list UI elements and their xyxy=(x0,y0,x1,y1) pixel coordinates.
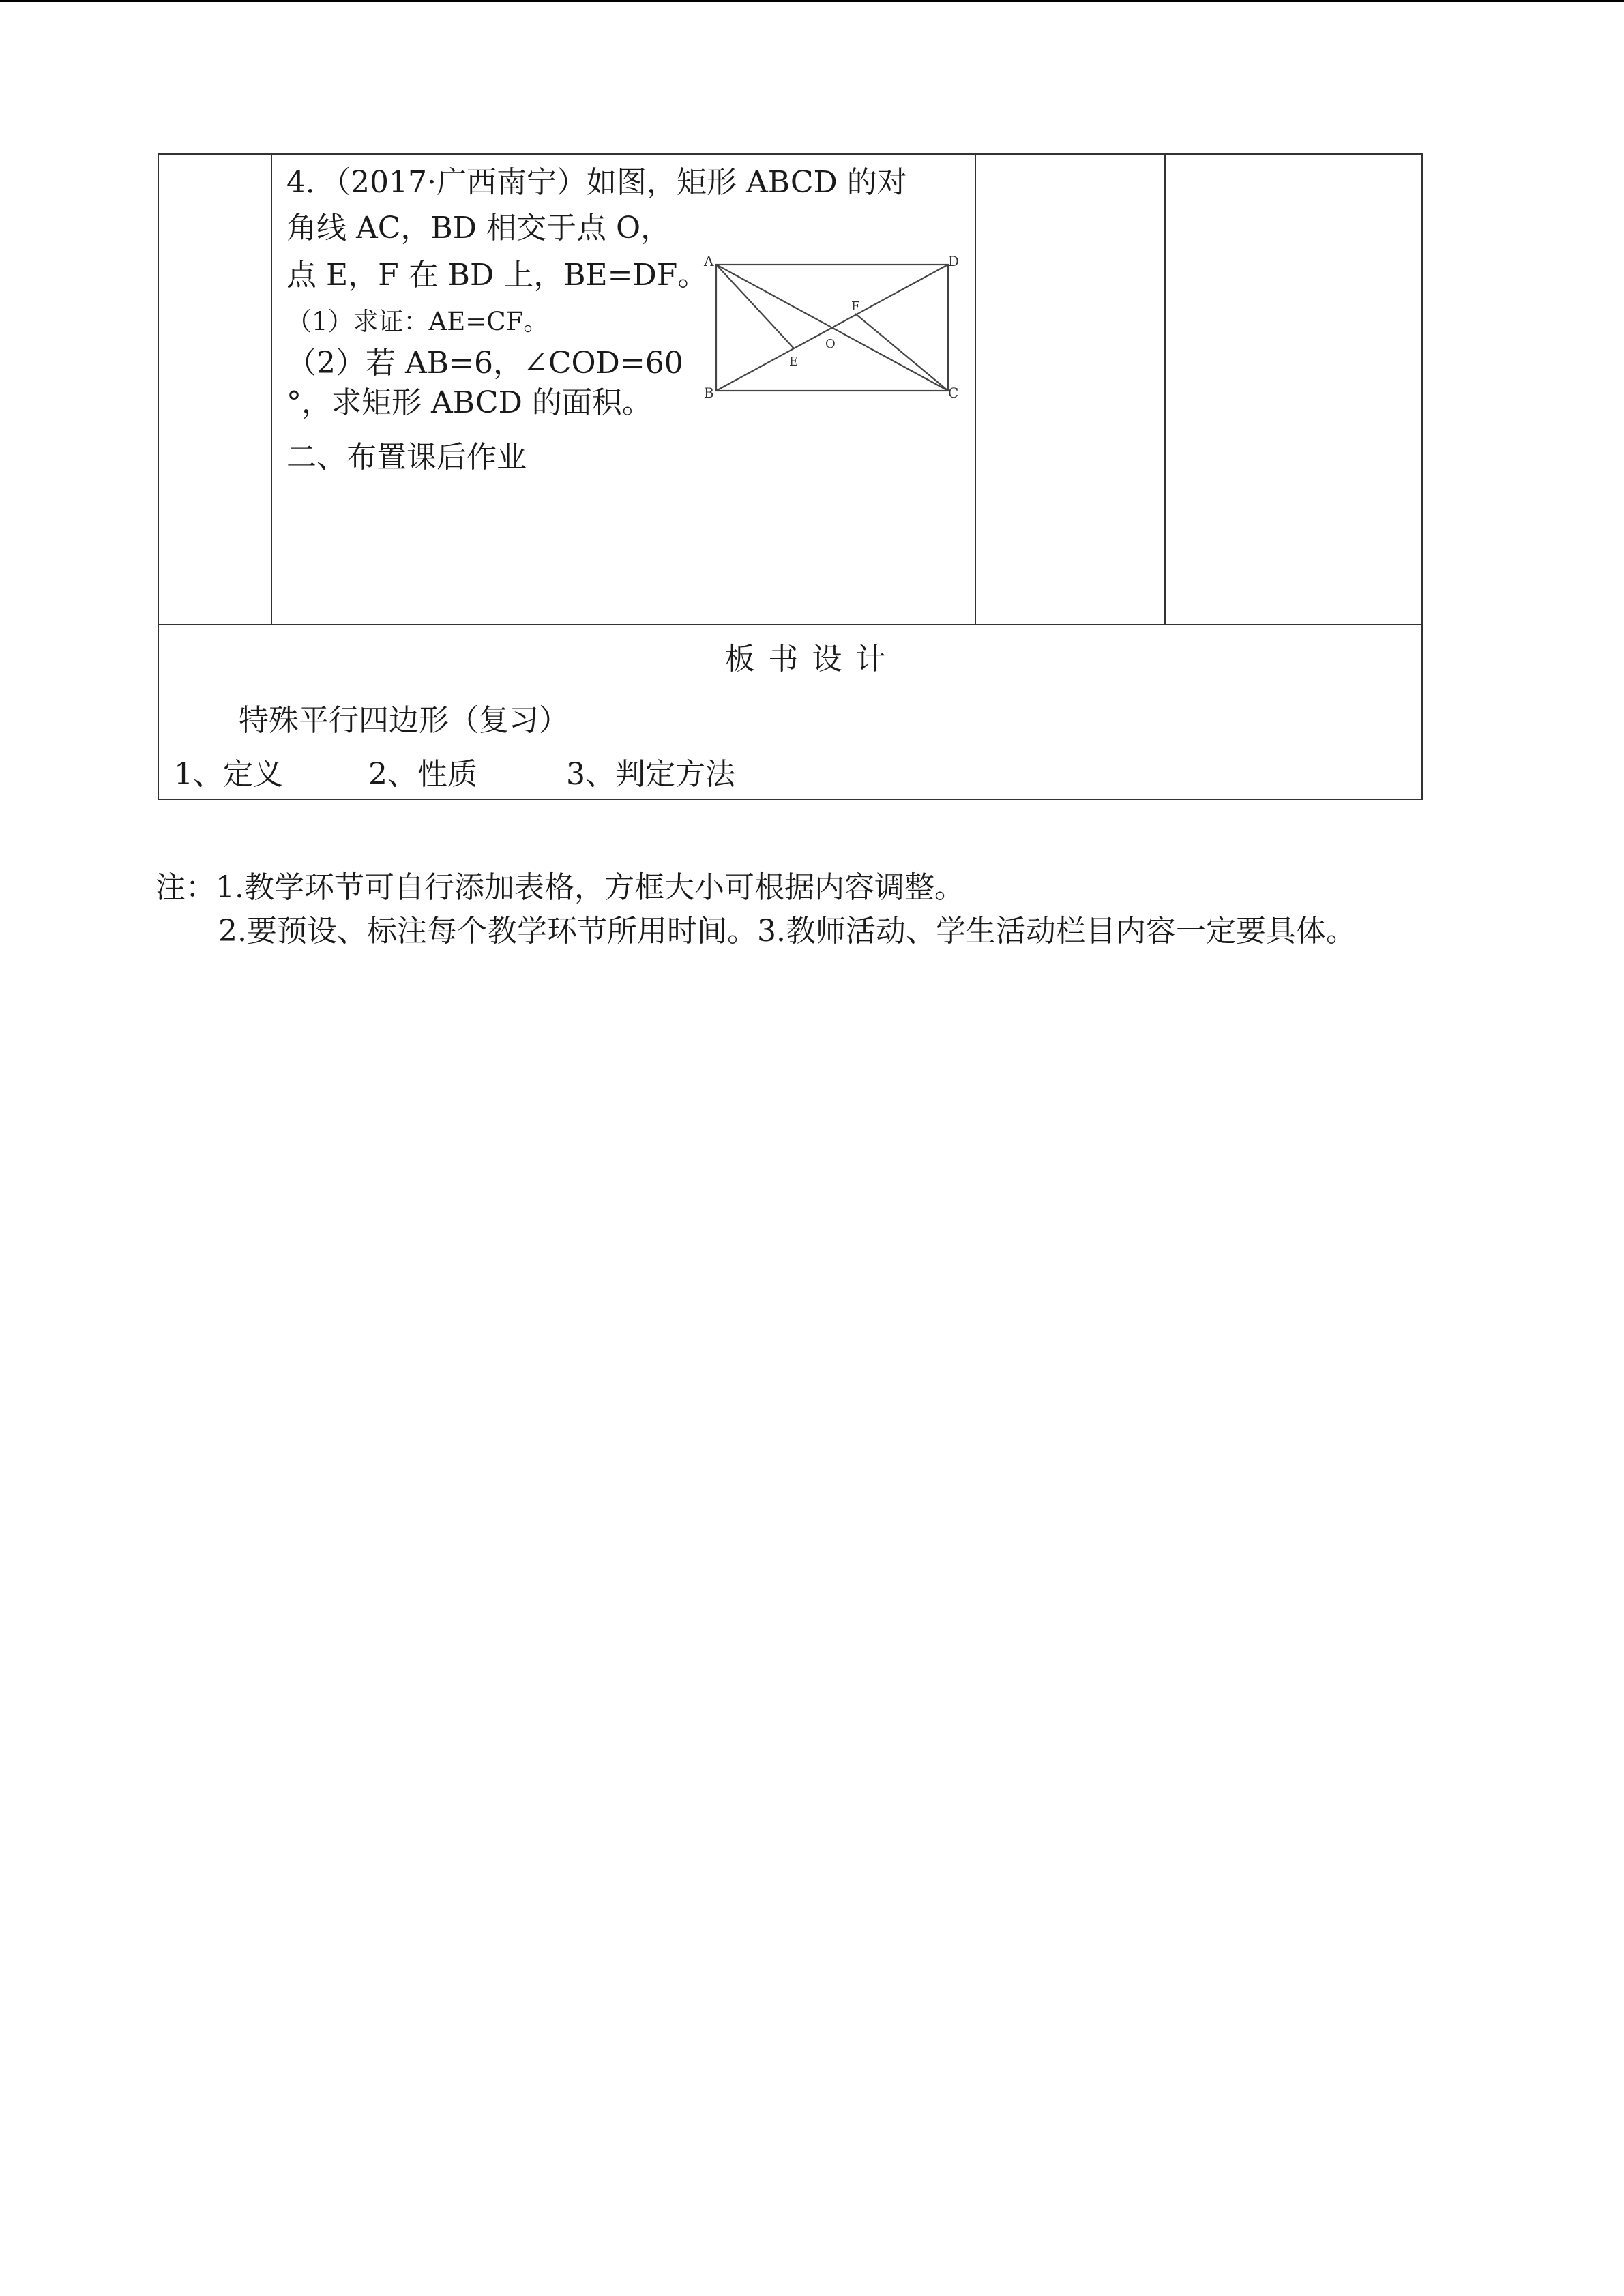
problem-line-1: 4．（2017·广西南宁）如图，矩形 ABCD 的对 xyxy=(286,165,907,200)
label-d: D xyxy=(948,253,960,269)
segment-ae xyxy=(716,265,794,348)
segment-cf xyxy=(855,314,948,391)
label-b: B xyxy=(704,385,714,401)
problem-line-4: （1）求证：AE=CF。 xyxy=(286,307,549,336)
board-subtitle: 特殊平行四边形（复习） xyxy=(239,703,569,738)
row-divider xyxy=(159,624,1421,625)
column-divider-1 xyxy=(271,155,272,624)
label-c: C xyxy=(948,385,959,401)
label-o: O xyxy=(825,337,836,351)
label-a: A xyxy=(704,253,714,269)
board-item-criteria: 3、判定方法 xyxy=(566,757,735,792)
top-border-line xyxy=(0,0,1624,2)
note-line-2: 2.要预设、标注每个教学环节所用时间。3.教师活动、学生活动栏目内容一定要具体。 xyxy=(218,914,1356,949)
note-line-1: 注：1.教学环节可自行添加表格，方框大小可根据内容调整。 xyxy=(156,870,964,905)
problem-line-2: 角线 AC，BD 相交于点 O， xyxy=(286,211,671,245)
board-item-properties: 2、性质 xyxy=(368,757,477,792)
board-design-title: 板书设计 xyxy=(724,642,900,676)
label-f: F xyxy=(851,299,860,314)
board-item-definition: 1、定义 xyxy=(174,757,283,792)
problem-line-5: （2）若 AB=6，∠COD=60 xyxy=(286,346,683,381)
column-divider-2 xyxy=(975,155,976,624)
problem-line-6: °，求矩形 ABCD 的面积。 xyxy=(286,385,652,420)
problem-line-3: 点 E，F 在 BD 上，BE=DF。 xyxy=(286,258,708,293)
column-divider-3 xyxy=(1164,155,1166,624)
rectangle-diagram xyxy=(696,251,960,401)
homework-heading: 二、布置课后作业 xyxy=(286,440,527,475)
label-e: E xyxy=(789,355,799,369)
